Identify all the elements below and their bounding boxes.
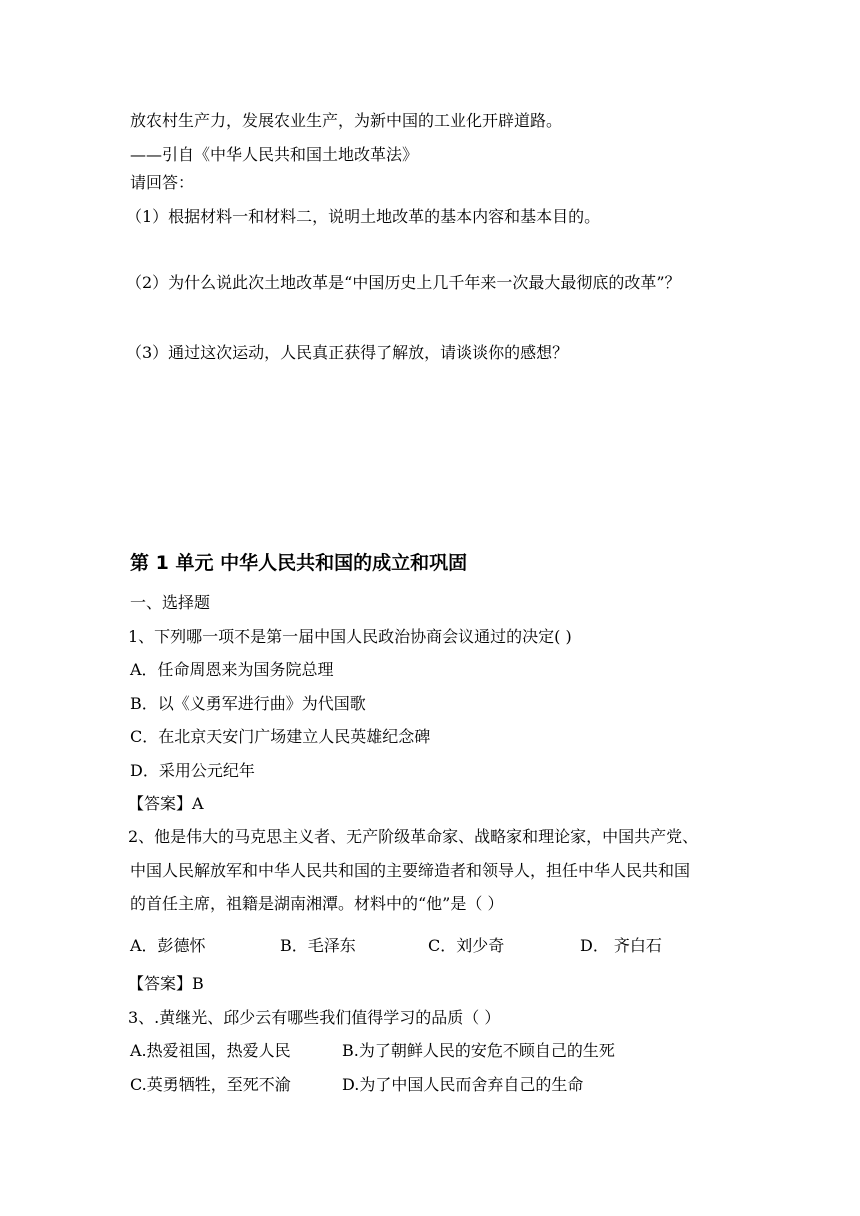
question-1-answer: 【答案】A — [128, 794, 204, 813]
sub-question-3: （3）通过这次运动，人民真正获得了解放，请谈谈你的感想？ — [126, 343, 569, 362]
question-3-option-c: C.英勇牺牲，至死不渝 — [130, 1075, 291, 1094]
question-3-stem: 3、.黄继光、邱少云有哪些我们值得学习的品质（ ） — [128, 1008, 501, 1027]
material-tail-text: 放农村生产力，发展农业生产，为新中国的工业化开辟道路。 — [130, 111, 563, 130]
question-2-stem-line-2: 中国人民解放军和中华人民共和国的主要缔造者和领导人，担任中华人民共和国 — [130, 861, 691, 880]
question-2-options — [130, 935, 730, 957]
question-1-option-a: A．任命周恩来为国务院总理 — [130, 660, 334, 679]
question-3-option-d: D.为了中国人民而舍弃自己的生命 — [342, 1075, 584, 1094]
question-1-option-b: B．以《义勇军进行曲》为代国歌 — [130, 694, 366, 713]
question-2-option-b: B．毛泽东 — [280, 936, 356, 955]
question-2-answer: 【答案】B — [128, 974, 204, 993]
sub-question-2: （2）为什么说此次土地改革是“中国历史上几千年来一次最大最彻底的改革”？ — [126, 273, 681, 292]
material-citation: ——引自《中华人民共和国土地改革法》 — [130, 145, 419, 164]
unit-title: 第 1 单元 中华人民共和国的成立和巩固 — [130, 552, 468, 574]
question-1-stem: 1、下列哪一项不是第一届中国人民政治协商会议通过的决定( ) — [128, 627, 572, 646]
section-heading: 一、选择题 — [130, 593, 211, 612]
question-2-stem-line-3: 的首任主席，祖籍是湖南湘潭。材料中的“他”是（ ） — [130, 894, 504, 913]
question-1-option-c: C．在北京天安门广场建立人民英雄纪念碑 — [130, 727, 431, 746]
question-2-option-d: D． 齐白石 — [580, 936, 662, 955]
question-1-option-d: D．采用公元纪年 — [130, 761, 255, 780]
question-2-option-c: C．刘少奇 — [428, 936, 505, 955]
question-3-options-row-1 — [130, 1040, 730, 1062]
question-3-option-b: B.为了朝鲜人民的安危不顾自己的生死 — [342, 1041, 615, 1060]
answer-prompt: 请回答： — [130, 173, 195, 192]
question-2-option-a: A．彭德怀 — [130, 936, 206, 955]
question-3-options-row-2 — [130, 1074, 730, 1096]
question-2-stem-line-1: 2、他是伟大的马克思主义者、无产阶级革命家、战略家和理论家，中国共产党、 — [128, 827, 699, 846]
sub-question-1: （1）根据材料一和材料二，说明土地改革的基本内容和基本目的。 — [126, 207, 601, 226]
question-3-option-a: A.热爱祖国，热爱人民 — [130, 1041, 291, 1060]
